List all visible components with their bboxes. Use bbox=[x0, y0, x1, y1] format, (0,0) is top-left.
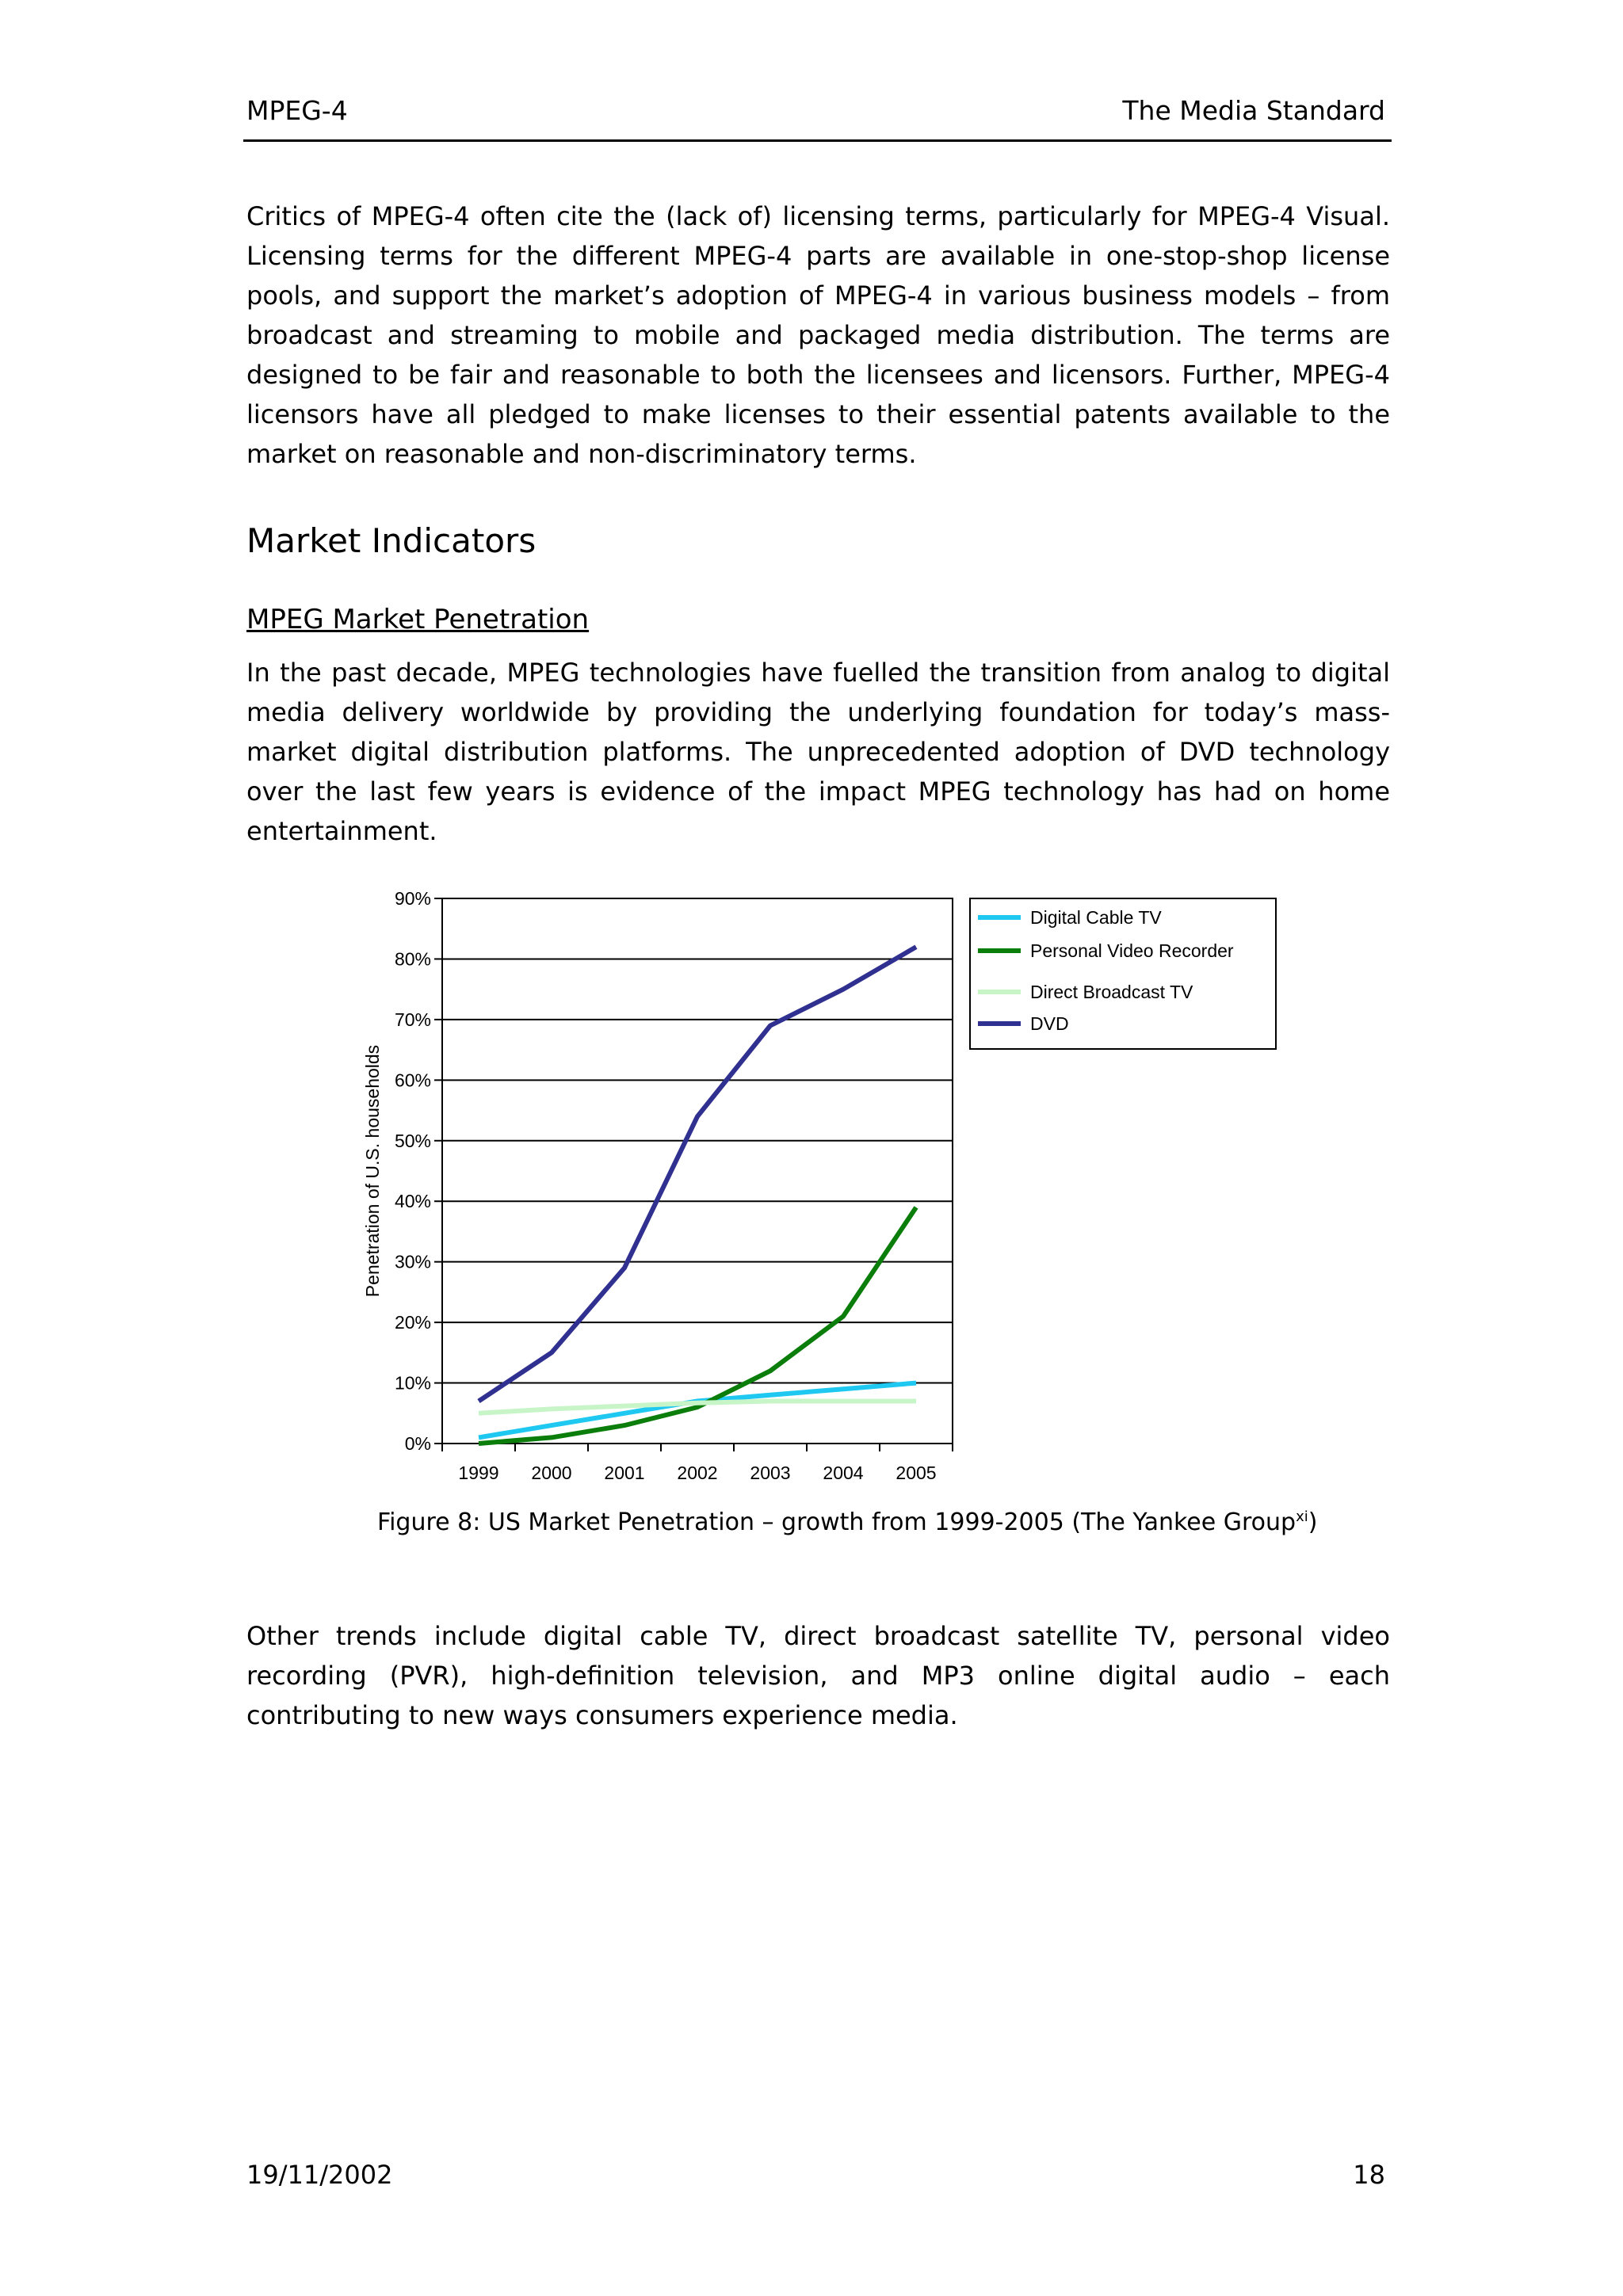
legend-label-dvd: DVD bbox=[1030, 1013, 1069, 1034]
header-right: The Media Standard bbox=[1122, 95, 1385, 126]
y-tick-label: 20% bbox=[394, 1312, 431, 1333]
legend-label-personal-video-recorder: Personal Video Recorder bbox=[1030, 940, 1234, 961]
footer-date: 19/11/2002 bbox=[246, 2160, 393, 2190]
section-heading: Market Indicators bbox=[246, 521, 537, 560]
y-tick-label: 10% bbox=[394, 1372, 431, 1394]
paragraph-trends: Other trends include digital cable TV, direct broadcast satellite TV, personal video recording (PVR), high-definition television, and MP3 online digital audio – each contributing to new ways consumers experience media. bbox=[246, 1621, 1390, 1730]
legend-label-direct-broadcast-tv: Direct Broadcast TV bbox=[1030, 982, 1193, 1002]
y-tick-label: 50% bbox=[394, 1130, 431, 1151]
paragraph-licensing: Critics of MPEG-4 often cite the (lack of) licensing terms, particularly for MPEG-4 Visual. Licensing terms for the different MPEG-4 parts are available in one-stop-shop license pools, and support the market’s adoption of MPEG-4 in various business models – from broadcast and streaming to mobile and packaged media distribution. The terms are designed to be fair and reasonable to both the licensees and licensors. Further, MPEG-4 licensors have all pledged to make licenses to their essential patents available to the market on reasonable and non-discriminatory terms. bbox=[246, 201, 1390, 469]
plot-frame bbox=[442, 898, 953, 1444]
y-tick-label: 0% bbox=[404, 1433, 431, 1454]
caption-text: Figure 8: US Market Penetration – growth from 1999-2005 (The Yankee Group bbox=[377, 1508, 1296, 1536]
y-tick-label: 80% bbox=[394, 948, 431, 970]
x-tick-label: 2005 bbox=[896, 1463, 937, 1483]
header-left: MPEG-4 bbox=[246, 95, 348, 126]
x-tick-label: 2002 bbox=[677, 1463, 718, 1483]
figure-caption bbox=[377, 1508, 1317, 1536]
y-axis-label: Penetration of U.S. households bbox=[362, 1044, 383, 1298]
x-tick-label: 1999 bbox=[458, 1463, 499, 1483]
caption-close: ) bbox=[1308, 1508, 1318, 1536]
x-tick-label: 2000 bbox=[531, 1463, 572, 1483]
subsection-heading: MPEG Market Penetration bbox=[246, 604, 590, 635]
legend-label-digital-cable-tv: Digital Cable TV bbox=[1030, 907, 1162, 928]
y-tick-label: 70% bbox=[394, 1009, 431, 1030]
caption-footnote-ref: xi bbox=[1296, 1508, 1308, 1525]
y-tick-label: 90% bbox=[394, 888, 431, 909]
y-tick-label: 30% bbox=[394, 1251, 431, 1272]
footer-page-number: 18 bbox=[1353, 2160, 1385, 2190]
x-tick-label: 2004 bbox=[823, 1463, 864, 1483]
y-tick-label: 40% bbox=[394, 1191, 431, 1212]
y-tick-label: 60% bbox=[394, 1070, 431, 1091]
x-tick-label: 2003 bbox=[750, 1463, 791, 1483]
paragraph-penetration: In the past decade, MPEG technologies have fuelled the transition from analog to digital media delivery worldwide by providing the underlying foundation for today’s mass-market digital distribution platforms. The unprecedented adoption of DVD technology over the last few years is evidence of the impact MPEG technology has had on home entertainment. bbox=[246, 658, 1390, 846]
x-tick-label: 2001 bbox=[604, 1463, 645, 1483]
series-line-dvd bbox=[479, 947, 916, 1401]
